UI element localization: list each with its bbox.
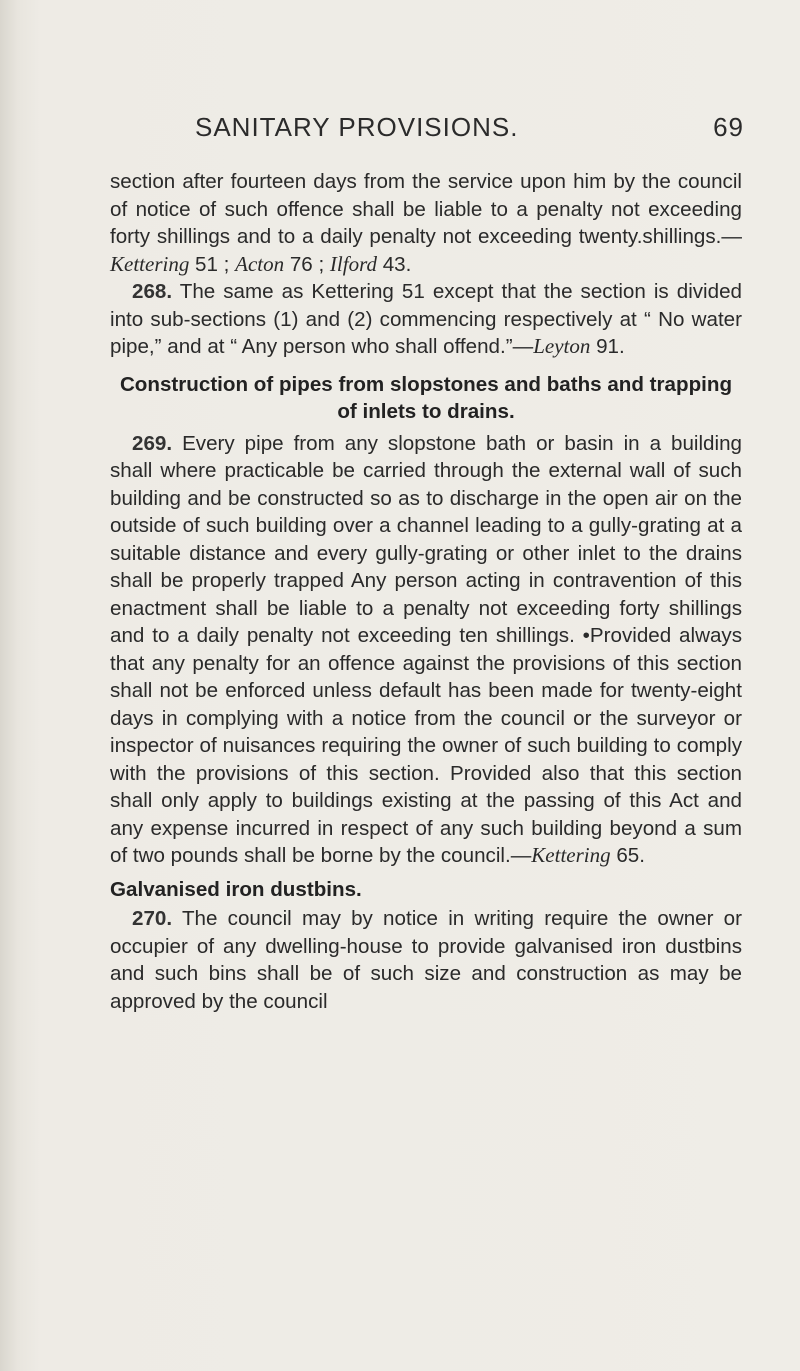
section-270 — [110, 905, 742, 1015]
paragraph-text: The council may by notice in writing require the owner or occupier of any dwelling-house to provide galvanised iron dustbins and such bins shall be of such size and construction as may be approved by the council — [110, 907, 742, 1013]
continued-paragraph — [110, 168, 742, 278]
paragraph-text: The same as Kettering 51 except that the section is divided into sub-sections (1) and (2) commencing respectively at “ No water pipe,” and at “ Any person who shall offend.”— — [110, 280, 742, 358]
citation-number: 91. — [590, 335, 625, 358]
citation-ilford: Ilford — [329, 251, 377, 276]
paragraph-text: Every pipe from any slopstone bath or basin in a building shall where practicable be carried through the external wall of such building and be constructed so as to discharge in the open air on the outside of such building over a channel leading to a gully-grating at a suitable distance and every gully-grating or other inlet to the drains shall be properly trapped Any person acting in contravention of this enactment shall be liable to a penalty not exceeding forty shillings and to a daily penalty not exceeding ten shillings. •Provided always that any penalty for an offence against the provisions of this section shall not be enforced unless default has been made for twenty-eight days in complying with a notice from the council or the surveyor or inspector of nuisances requiring the owner of such building to comply with the provisions of this section. Provided also that this section shall only apply to buildings existing at the passing of this Act and any expense incurred in respect of any such building beyond a sum of two pounds shall be borne by the council.— — [110, 431, 742, 867]
section-number: 270. — [132, 907, 173, 930]
citation-acton: Acton — [235, 251, 285, 276]
citation-kettering: Kettering — [531, 843, 611, 867]
section-269 — [110, 430, 742, 870]
citation-number: 65. — [610, 844, 645, 867]
section-number: 269. — [132, 431, 173, 455]
citation-kettering: Kettering — [110, 251, 190, 276]
section-268 — [110, 278, 742, 361]
citation-number: 43. — [376, 252, 412, 276]
body-text — [110, 168, 742, 1015]
section-heading: Galvanised iron dustbins. — [110, 877, 362, 901]
paragraph-text: section after fourteen days from the service upon him by the council of notice of such offence shall be liable to a penalty not exceeding forty shillings and to a daily penalty not exceeding twenty.shillings.— — [110, 170, 742, 248]
page-number: 69 — [713, 112, 744, 142]
section-heading: Construction of pipes from slopstones and baths and trapping of inlets to drains. — [119, 372, 733, 423]
citation-number: 51 ; — [189, 252, 236, 276]
running-title: SANITARY PROVISIONS. — [195, 112, 519, 142]
citation-leyton: Leyton — [533, 334, 591, 358]
section-number: 268. — [132, 280, 173, 303]
running-head — [110, 112, 744, 146]
citation-number: 76 ; — [284, 252, 330, 276]
